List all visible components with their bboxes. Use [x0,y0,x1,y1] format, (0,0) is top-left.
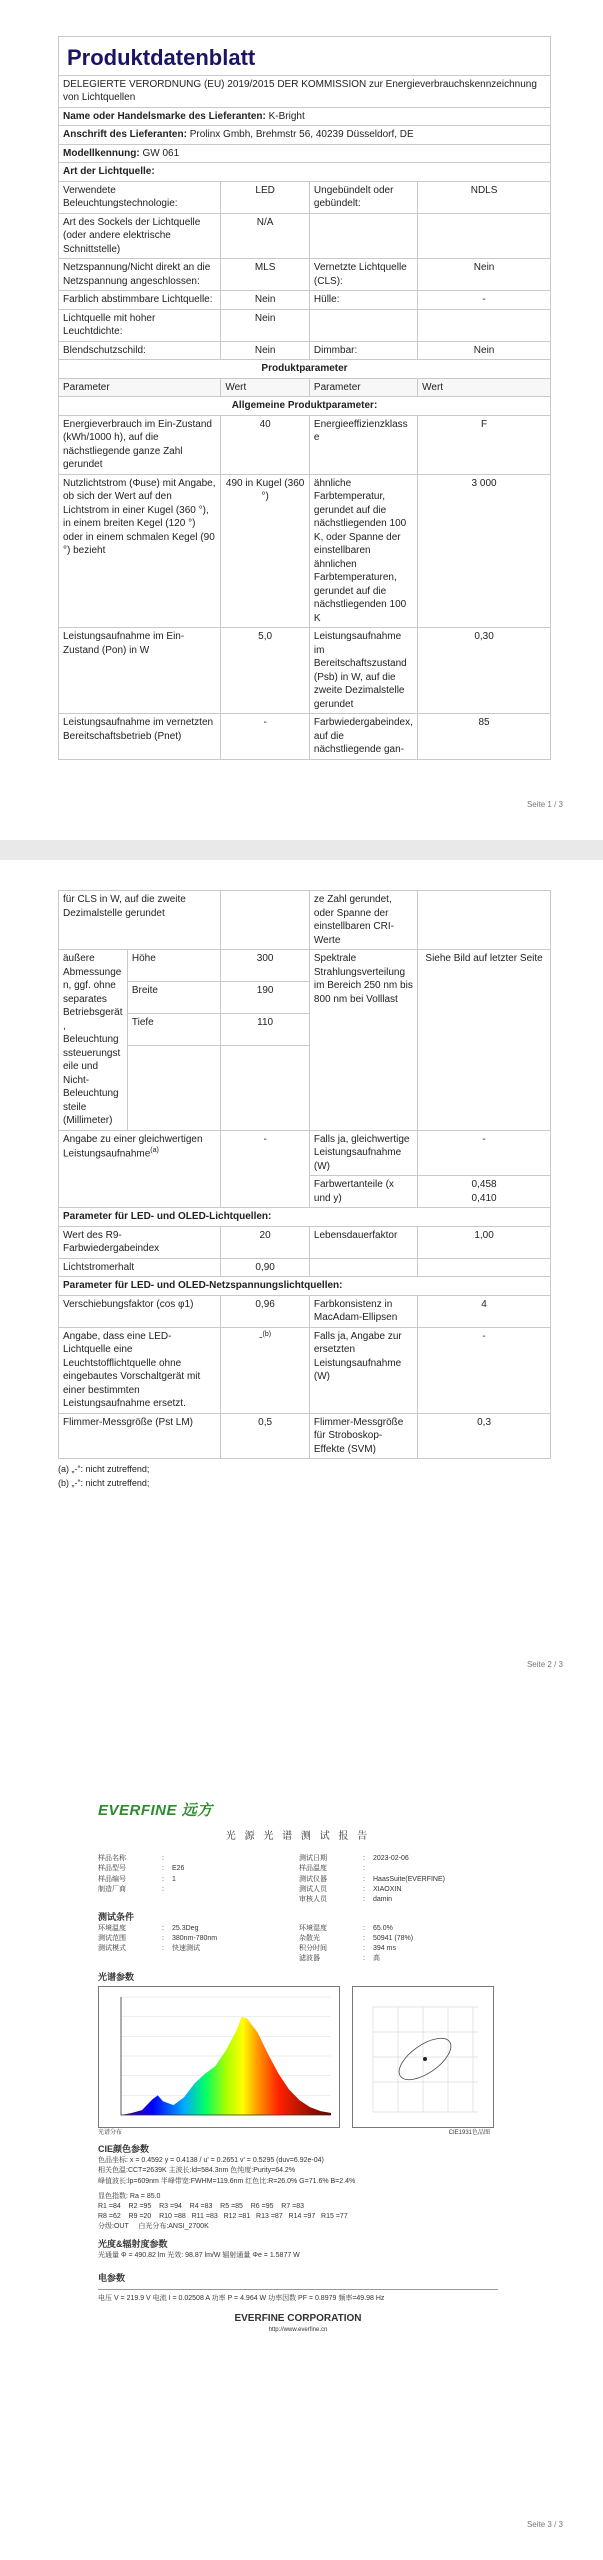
table-row: Wert des R9-Farbwiedergabeindex 20 Lebensdauerfaktor 1,00 [59,1226,551,1258]
cie-line: R8 =62 R9 =20 R10 =88 R11 =83 R12 =81 R13 =87 R14 =97 R15 =77 [98,2213,348,2221]
table-row: Lichtstromerhalt 0,90 [59,1258,551,1277]
report-info: 样品名称 : 测试日期 : 2023-02-06 样品型号 : E26 样品温度 : 样品编号 : 1 测试仪器 : HaasSuite(EVERFINE) 制造厂商 : 测试人员 : XIAOXIN 审核人员 : damin [98,1855,445,1903]
spectrum-chart [98,1986,340,2128]
cie-line: 显色指数: Ra = 85.0 [98,2192,161,2200]
cie-line: R1 =84 R2 =95 R3 =94 R4 =83 R5 =85 R6 =95 R7 =83 [98,2202,305,2210]
table-row: Lichtquelle mit hoher Leuchtdichte: Nein [59,309,551,341]
cie-heading: CIE颜色参数 [98,2144,150,2155]
led-params-heading: Parameter für LED- und OLED-Lichtquellen: [59,1208,551,1227]
regulation-text: DELEGIERTE VERORDNUNG (EU) 2019/2015 DER KOMMISSION zur Energieverbrauchskennzeichnung von Lichtquellen [59,75,551,107]
page-number: Seite 1 / 3 [526,800,563,809]
conditions-heading: 测试条件 [98,1911,135,1922]
dimensions-row: äußere Abmessungen, ggf. ohne separates Betriebsgerät, Beleuchtungssteuerungsteile und Nicht-Beleuchtungsteile (Millimeter) Höhe 300 Spektrale Strahlungsverteilung im Bereich 250 nm bis 800 nm bei Volllast Siehe Bild auf letzter Seite [59,950,551,982]
report-url: http://www.everfine.cn [268,2327,328,2334]
page-2 [0,860,603,1700]
cie-line: 色品坐标: x = 0.4592 y = 0.4138 / u' = 0.2651 v' = 0.5295 (duv=6.92e-04) [98,2157,324,2165]
photometric-heading: 光度&辐射度参数 [98,2239,168,2250]
report-footer: EVERFINE CORPORATION [234,2312,362,2324]
cie-line: 分级:OUT 白光分布:ANSI_2700K [98,2223,209,2231]
table-row: Angabe, dass eine LED-Lichtquelle eine Leuchtstofflichtquelle ohne eingebautes Vorschaltgerät mit einer bestimmten Leistungsaufnahme ersetzt. -$^{(b)}$ Falls ja, Angabe zur ersetzten Leistungsaufnahme (W) - [59,1327,551,1413]
everfine-logo: EVERFINE 远方 [98,1802,213,1819]
table-row: Art des Sockels der Lichtquelle (oder andere elektrische Schnittstelle) N/A [59,213,551,259]
table-row: Energieverbrauch im Ein-Zustand (kWh/1000 h), auf die nächstliegende ganze Zahl gerundet 40 Energieeffizienzklasse F [59,415,551,474]
page-3 [0,1700,603,2560]
report-title: 光 源 光 谱 测 试 报 告 [225,1830,371,1842]
table-row: Farblich abstimmbare Lichtquelle: Nein Hülle: - [59,291,551,310]
spectrum-svg [99,1987,339,2127]
cie-svg [353,1987,493,2127]
table-row: Leistungsaufnahme im vernetzten Bereitschaftsbetrieb (Pnet) - Farbwiedergabeindex, auf die nächstliegende gan- 85 [59,714,551,760]
test-report [98,1800,498,2335]
spectrum-caption: 光谱分布 [98,2129,123,2136]
spectral-heading: 光谱参数 [98,1971,135,1982]
model-row: Modellkennung: GW 061 [59,144,551,163]
table-header-row: Parameter Wert Parameter Wert [59,378,551,397]
datasheet-part-1 [58,36,551,760]
footnote-b: (b) „-“: nicht zutreffend; [58,1478,150,1489]
cie-line: 峰值波长:lp=609nm 半峰带宽:FWHM=119.6nm 红色比:R=26.0% G=71.6% B=2.4% [98,2177,356,2185]
cie-chart [352,1986,494,2128]
datasheet-part-2: für CLS in W, auf die zweite Dezimalstelle gerundet ze Zahl gerundet, oder Spanne der einstellbaren CRI-Werte äußere Abmessungen, ggf. ohne separates Betriebsgerät, Beleuchtungssteuerungsteile und Nicht-Beleuchtungsteile (Millimeter) Höhe 300 Spektrale Strahlungsverteilung im Bereich 250 nm bis 800 nm bei Volllast Siehe Bild auf letzter Seite Breite 190 Tiefe 110 Angabe zu einer gleichwertigen Leistungsaufnahme$^{(a)}$ - Falls ja, gleichwertige Leistungsaufnahme (W) - Farbwertanteile (x und y) 0,458 0,410 Parameter für LED- und OLED-Lichtquellen: Wert des R9-Farbwiedergabeindex 20 Lebensdauerfaktor 1,00 Lichtstromerhalt 0,90 Parameter für LED- und OLED-Netzspannungslichtquellen: Verschiebungsfaktor (cos φ1) 0,96 Farbkonsistenz in MacAdam-Ellipsen 4 Angabe, dass eine LED-Lichtquelle eine Leuchtstofflichtquelle ohne eingebautes Vorschaltgerät mit einer bestimmten Leistungsaufnahme ersetzt. -$^{(b)}$ Falls ja, Angabe zur ersetzten Leistungsaufnahme (W) - Flimmer-Messgröße (Pst LM) 0,5 Flimmer-Messgröße für Stroboskop-Effekte (SVM) 0,3 (a) „-“: nicht zutreffend; (b) „-“: nicht zutreffend; [58,890,551,1489]
cie-caption: CIE1931色品图 [448,2129,490,2136]
spectrum-area [121,2016,331,2114]
table-row: Nutzlichtstrom (Φuse) mit Angabe, ob sich der Wert auf den Lichtstrom in einer Kugel (360 °), in einem breiten Kegel (120 °) oder in einem schmalen Kegel (90 °) bezieht 490 in Kugel (360 °) ähnliche Farbtemperatur, gerundet auf die nächstliegenden 100 K, oder Spanne der einstellbaren ähnlichen Farbtemperaturen, gerundet auf die nächstliegenden 100 K 3 000 [59,474,551,628]
chromaticity-point [423,2057,427,2061]
supplier-address-row: Anschrift des Lieferanten: Prolinx Gmbh, Brehmstr 56, 40239 Düsseldorf, DE [59,126,551,145]
cie-line: 相关色温:CCT=2639K 主波长:ld=584.3nm 色纯度:Purity=64.2% [98,2167,296,2175]
mls-params-heading: Parameter für LED- und OLED-Netzspannungslichtquellen: [59,1277,551,1296]
photometric-line: 光通量 Φ = 490.82 lm 光效: 98.87 lm/W 辐射通量 Φe = 1.5877 W [98,2252,300,2260]
table-row: Flimmer-Messgröße (Pst LM) 0,5 Flimmer-Messgröße für Stroboskop-Effekte (SVM) 0,3 [59,1413,551,1459]
table-row: Netzspannung/Nicht direkt an die Netzspannung angeschlossen: MLS Vernetzte Lichtquelle (CLS): Nein [59,259,551,291]
charts-row [98,1986,498,2128]
table-row: Leistungsaufnahme im Ein-Zustand (Pon) in W 5,0 Leistungsaufnahme im Bereitschaftszustand (Psb) in W, auf die zweite Dezimalstelle gerundet 0,30 [59,628,551,714]
table-row: Verschiebungsfaktor (cos φ1) 0,96 Farbkonsistenz in MacAdam-Ellipsen 4 [59,1295,551,1327]
electrical-line: 电压 V = 219.9 V 电流 I = 0.02508 A 功率 P = 4.964 W 功率因数 PF = 0.8979 频率=49.98 Hz [98,2294,385,2302]
page-number: Seite 3 / 3 [526,2520,563,2529]
table-row: Blendschutzschild: Nein Dimmbar: Nein [59,341,551,360]
table-row: Angabe zu einer gleichwertigen Leistungsaufnahme$^{(a)}$ - Falls ja, gleichwertige Leistungsaufnahme (W) - [59,1130,551,1176]
electrical-heading: 电参数 [98,2272,126,2283]
supplier-name-row: Name oder Handelsmarke des Lieferanten: K-Bright [59,107,551,126]
table-row: Verwendete Beleuchtungstechnologie: LED Ungebündelt oder gebündelt: NDLS [59,181,551,213]
page-1 [0,0,603,840]
type-heading: Art der Lichtquelle: [59,163,551,182]
page-title: Produktdatenblatt [67,45,256,70]
footnote-a: (a) „-“: nicht zutreffend; [58,1464,150,1474]
table-row: für CLS in W, auf die zweite Dezimalstelle gerundet ze Zahl gerundet, oder Spanne der einstellbaren CRI-Werte [59,891,551,950]
conditions: 环境温度 : 25.3Deg 环境湿度 : 65.0% 测试范围 : 380nm-780nm 杂散光 : 50941 (78%) 测试模式 : 快速测试 积分时间 : 394 ms 滤波器 : 高 [98,1925,414,1963]
product-params-heading: Produktparameter [59,360,551,379]
page-number: Seite 2 / 3 [526,1660,563,1669]
general-params-heading: Allgemeine Produktparameter: [59,397,551,416]
